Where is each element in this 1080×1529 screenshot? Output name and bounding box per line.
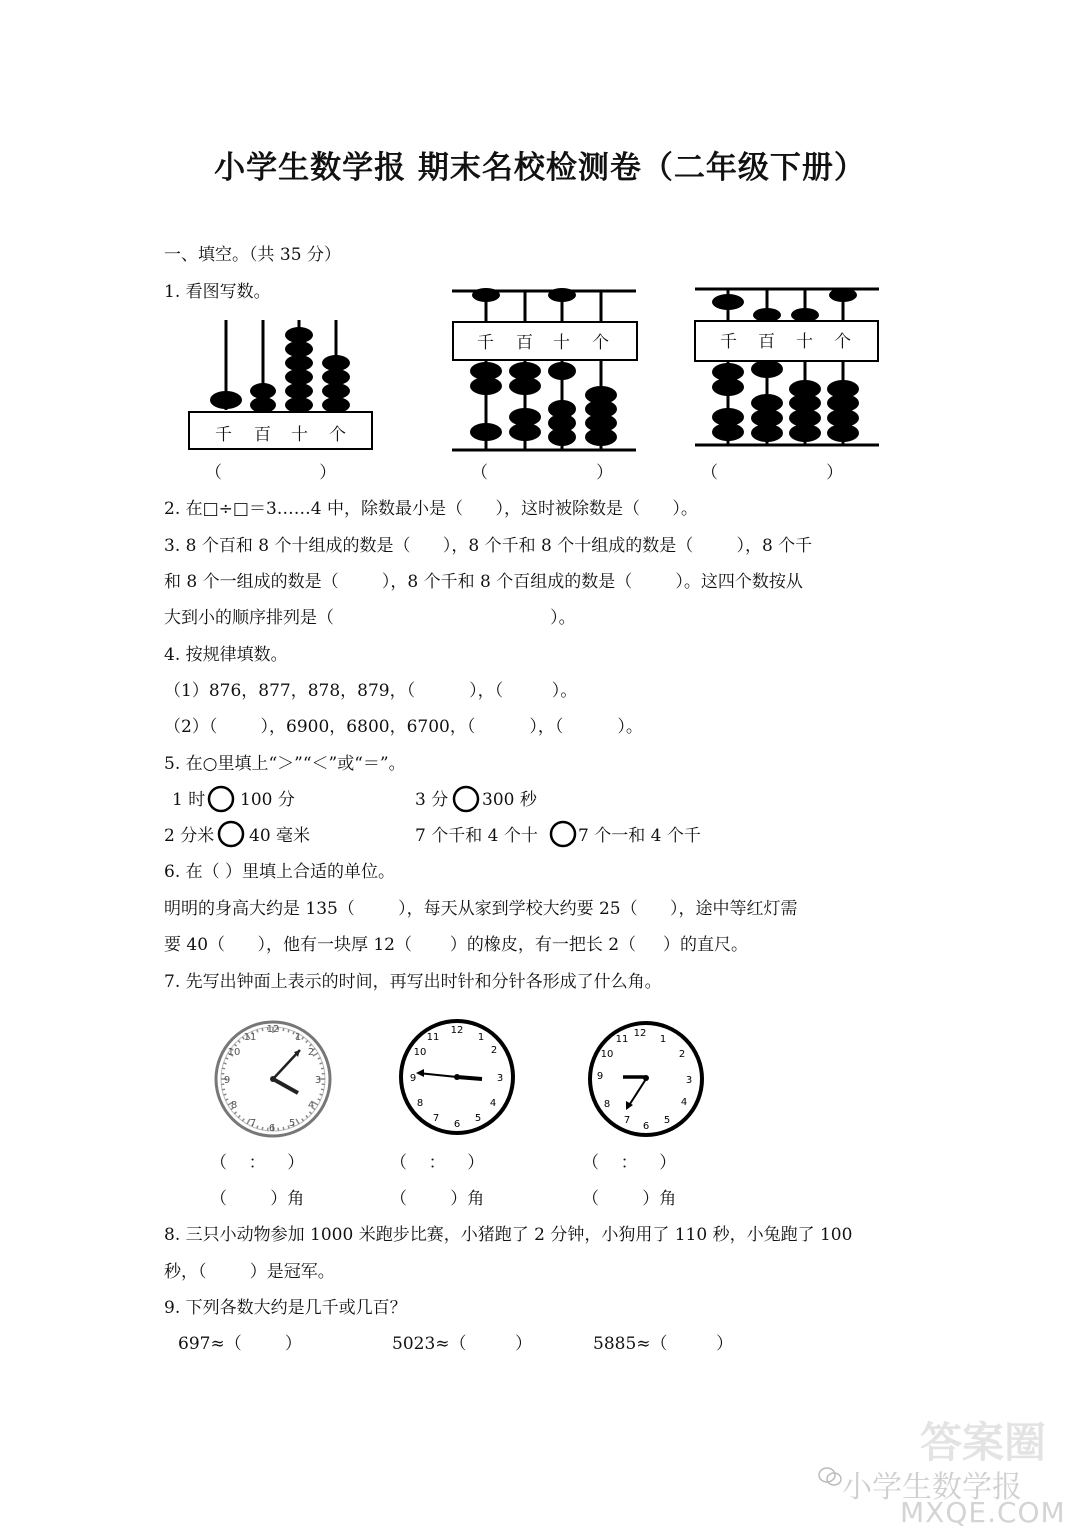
estimate-1: 697≈（ ） [178,1332,302,1356]
clock-tick [321,1068,324,1069]
svg-text:8: 8 [604,1099,610,1110]
svg-text:3: 3 [686,1075,692,1086]
question-6-line-1: 明明的身高大约是 135（ ），每天从家到学校大约要 25（ ），途中等红灯需 [164,897,798,921]
clock-tick [224,1094,227,1095]
clock-tick [262,1028,263,1031]
svg-text:8: 8 [417,1098,423,1109]
svg-text:5: 5 [289,1118,295,1129]
abacus-2 [450,287,640,455]
compare-3-right: 40 毫米 [249,824,310,848]
abacus-3-label-one: 个 [834,330,851,354]
svg-text:10: 10 [228,1047,241,1058]
abacus-2-label-ten: 十 [553,331,570,355]
compare-2-right: 300 秒 [482,788,537,812]
svg-text:11: 11 [616,1034,629,1045]
compare-2-left: 3 分 [415,788,448,812]
abacus-3-answer-blank[interactable]: （ ） [701,461,843,485]
svg-text:3: 3 [497,1073,503,1084]
question-9: 9. 下列各数大约是几千或几百？ [164,1296,407,1320]
svg-text:7: 7 [250,1118,256,1129]
clock-2-time-blank[interactable]: （ ： ） [390,1151,484,1175]
svg-text:12: 12 [451,1025,464,1036]
question-4: 4. 按规律填数。 [164,643,288,667]
compare-2-circle[interactable] [451,784,481,814]
watermark-logo-text: 答案圈 [920,1410,1046,1470]
clock-tick [224,1063,227,1064]
clock-tick [222,1089,225,1090]
abacus-1-label-ten: 十 [291,423,308,447]
question-8-line-2: 秒，（ ）是冠军。 [164,1260,335,1284]
clock-tick [321,1089,324,1090]
svg-text:9: 9 [224,1075,230,1086]
clock-tick [288,1030,289,1033]
clock-1-angle-blank[interactable]: （ ）角 [210,1187,304,1211]
abacus-3-label-ten: 十 [796,330,813,354]
abacus-1-answer-blank[interactable]: （ ） [205,461,336,485]
svg-text:7: 7 [433,1113,439,1124]
svg-text:1: 1 [295,1032,301,1043]
svg-text:12: 12 [267,1024,280,1035]
abacus-2-answer-blank[interactable]: （ ） [471,461,613,485]
svg-text:1: 1 [660,1034,666,1045]
svg-text:9: 9 [597,1071,603,1082]
svg-text:3: 3 [315,1075,321,1086]
abacus-2-label-hundred: 百 [516,331,533,355]
compare-1-left: 1 时 [172,788,205,812]
svg-text:10: 10 [414,1047,427,1058]
question-7: 7. 先写出钟面上表示的时间，再写出时针和分针各形成了什么角。 [164,970,662,994]
wechat-icon [818,1466,842,1488]
clock-tick [283,1028,284,1031]
clock-3-time-blank[interactable]: （ ： ） [582,1151,676,1175]
question-4-line-2: （2）（ ），6900，6800，6700，（ ），（ ）。 [164,715,643,739]
abacus-1-label-thousand: 千 [215,423,232,447]
svg-text:2: 2 [491,1045,497,1056]
clock-tick [257,1126,258,1129]
svg-text:12: 12 [634,1028,647,1039]
estimate-2: 5023≈（ ） [392,1332,532,1356]
svg-text:2: 2 [308,1047,314,1058]
watermark-site: MXQE.COM [900,1496,1066,1529]
svg-text:5: 5 [475,1113,481,1124]
question-1: 1. 看图写数。 [164,280,271,304]
svg-text:6: 6 [643,1121,649,1132]
compare-4-circle[interactable] [548,819,578,849]
compare-4-left: 7 个千和 4 个十 [415,824,538,848]
question-6: 6. 在（ ）里填上合适的单位。 [164,860,395,884]
svg-text:6: 6 [269,1123,275,1134]
svg-text:2: 2 [679,1049,685,1060]
question-6-line-2: 要 40（ ），他有一块厚 12（ ）的橡皮，有一把长 2（ ）的直尺。 [164,933,748,957]
question-3-line-3: 大到小的顺序排列是（ ）。 [164,606,576,630]
question-3-line-2: 和 8 个一组成的数是（ ），8 个千和 8 个百组成的数是（ ）。这四个数按从 [164,570,803,594]
abacus-2-label-thousand: 千 [477,331,494,355]
compare-1-right: 100 分 [240,788,295,812]
svg-text:11: 11 [244,1032,257,1043]
clock-tick [320,1063,323,1064]
section-heading: 一、填空。（共 35 分） [164,243,341,267]
svg-text:4: 4 [308,1100,314,1111]
abacus-3-label-hundred: 百 [758,330,775,354]
abacus-3-label-thousand: 千 [720,330,737,354]
clock-tick [257,1030,258,1033]
svg-text:7: 7 [624,1115,630,1126]
abacus-3 [693,285,883,453]
compare-3-circle[interactable] [216,819,246,849]
clock-2 [396,1015,518,1139]
clock-2-angle-blank[interactable]: （ ）角 [390,1187,484,1211]
svg-text:4: 4 [681,1097,687,1108]
compare-4-right: 7 个一和 4 个千 [578,824,701,848]
question-3-line-1: 3. 8 个百和 8 个十组成的数是（ ），8 个千和 8 个十组成的数是（ ），8 个千 [164,534,812,558]
svg-text:6: 6 [454,1119,460,1130]
svg-text:10: 10 [601,1049,614,1060]
svg-text:11: 11 [427,1032,440,1043]
svg-text:1: 1 [478,1032,484,1043]
clock-3-angle-blank[interactable]: （ ）角 [582,1187,676,1211]
estimate-3: 5885≈（ ） [593,1332,733,1356]
compare-3-left: 2 分米 [164,824,214,848]
clock-1 [212,1018,334,1140]
abacus-2-label-one: 个 [592,331,609,355]
question-8-line-1: 8. 三只小动物参加 1000 米跑步比赛，小猪跑了 2 分钟，小狗用了 110 秒，小兔跑了 100 [164,1223,852,1247]
clock-tick [262,1127,263,1130]
clock-1-time-blank[interactable]: （ ： ） [210,1151,304,1175]
clock-tick [320,1094,323,1095]
abacus-1-label-hundred: 百 [254,423,271,447]
svg-text:9: 9 [410,1073,416,1084]
clock-tick [222,1068,225,1069]
question-4-line-1: （1）876，877，878，879，（ ），（ ）。 [164,679,577,703]
svg-text:8: 8 [231,1100,237,1111]
clock-tick [283,1127,284,1130]
question-2: 2. 在□÷□＝3……4 中，除数最小是（ ），这时被除数是（ ）。 [164,497,698,521]
question-5: 5. 在○里填上“＞”“＜”或“＝”。 [164,752,406,776]
clock-3 [585,1017,707,1141]
page-title: 小学生数学报 期末名校检测卷（二年级下册） [0,142,1080,187]
abacus-1-label-one: 个 [329,423,346,447]
watermark-text: 小学生数学报 [842,1462,1022,1506]
compare-1-circle[interactable] [206,784,236,814]
svg-text:5: 5 [664,1115,670,1126]
svg-text:4: 4 [490,1098,496,1109]
